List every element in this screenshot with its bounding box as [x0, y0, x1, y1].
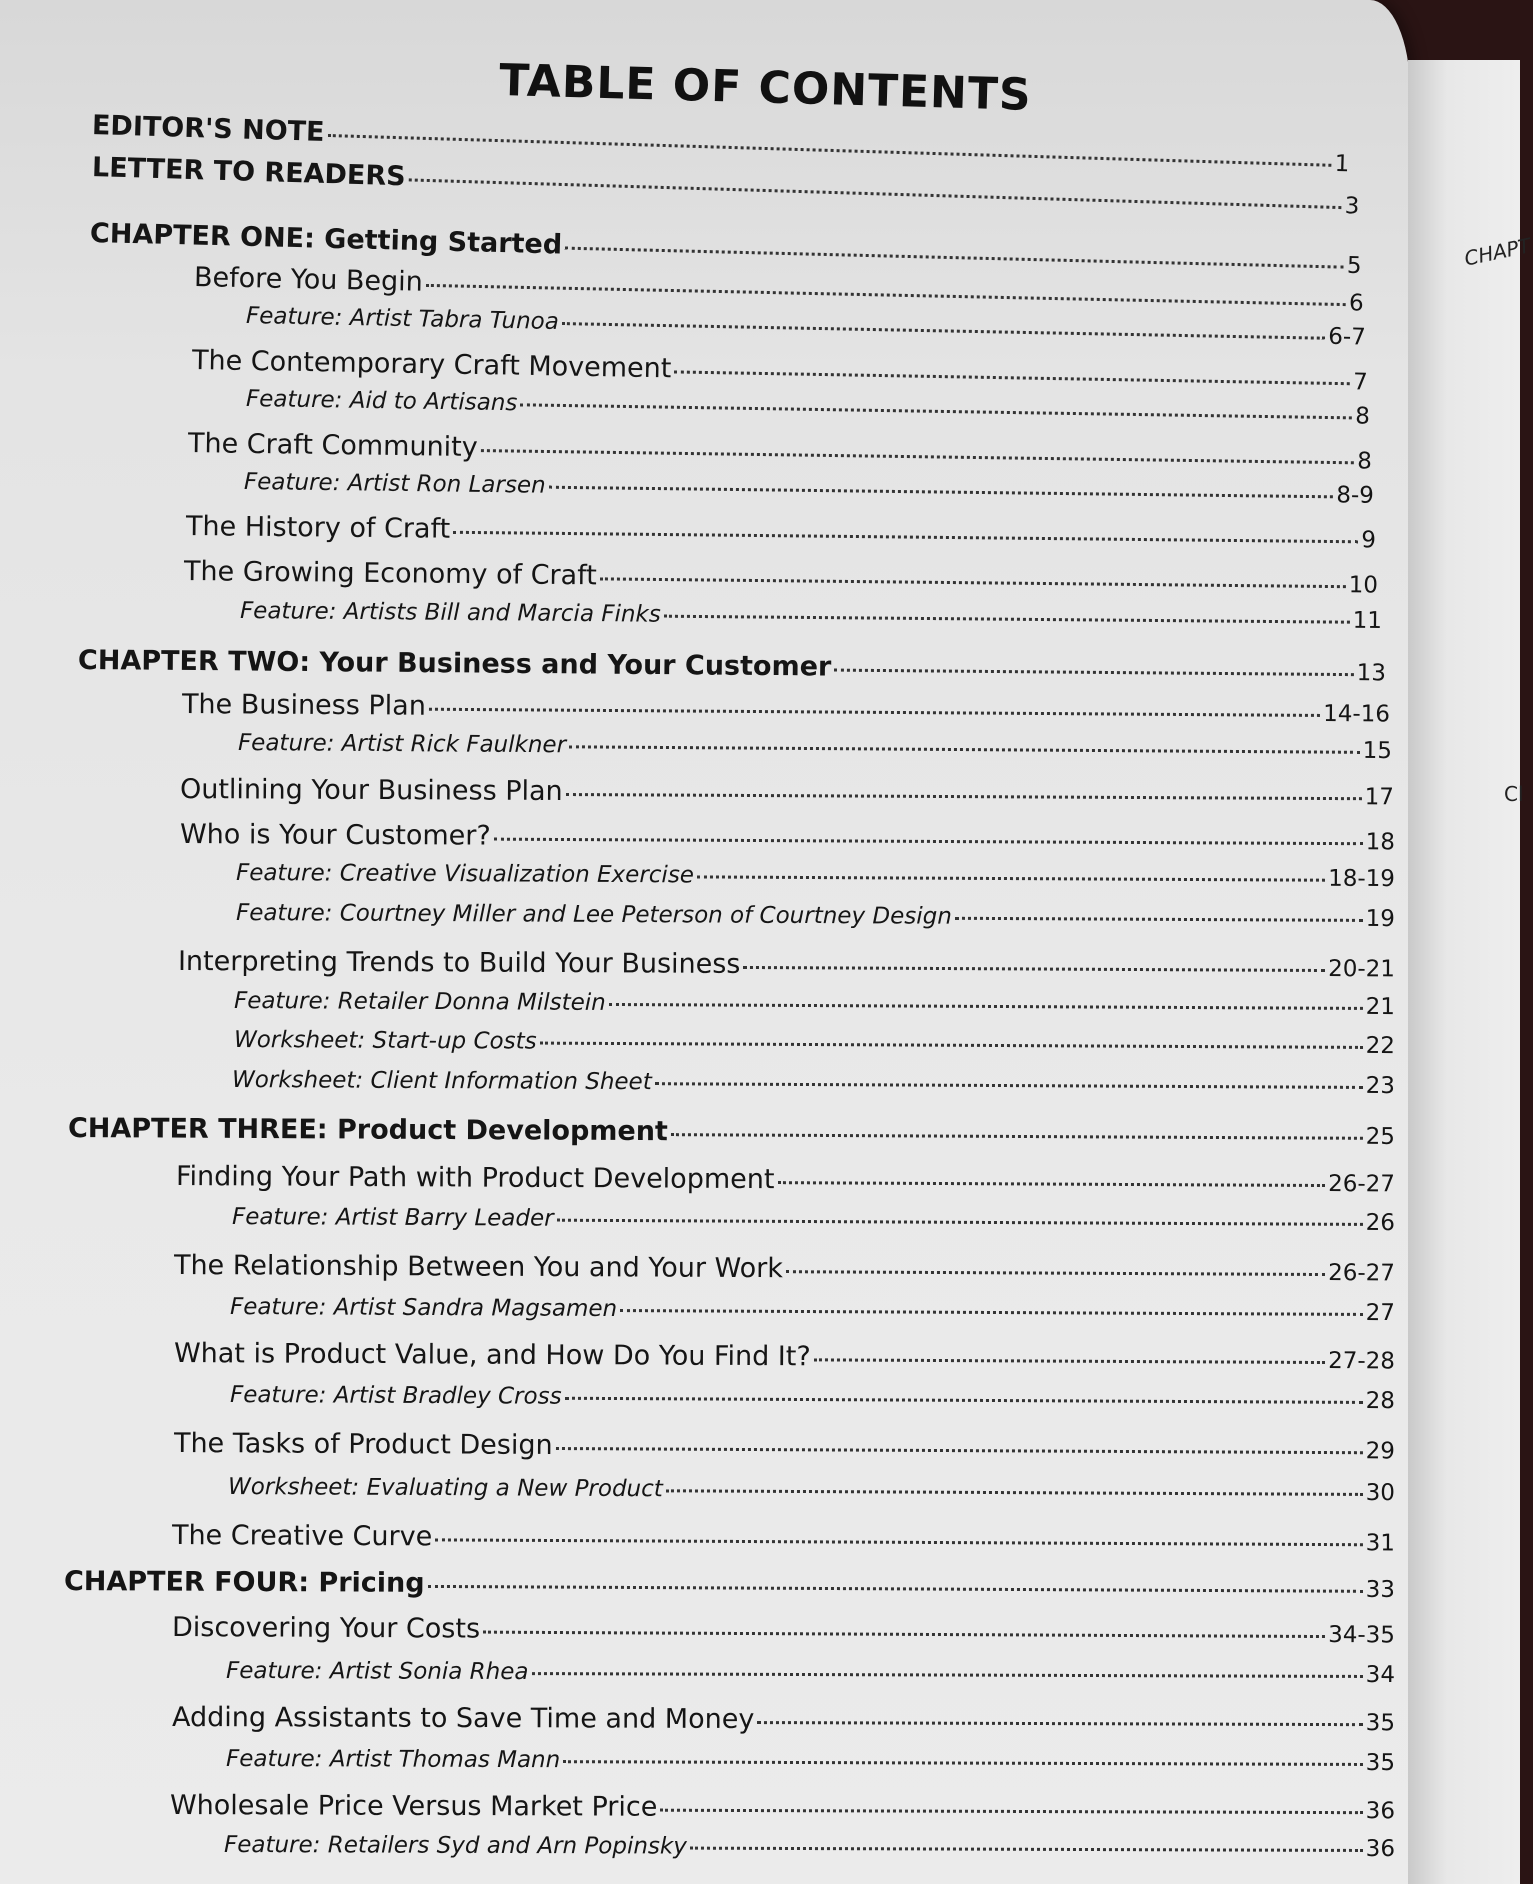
dot-leader — [569, 745, 1360, 754]
dot-leader — [757, 1721, 1362, 1726]
toc-entry — [172, 1702, 1395, 1737]
toc-entry-page: 36 — [1365, 1835, 1396, 1863]
toc-entry-page: 19 — [1365, 905, 1396, 933]
toc-entry — [170, 1790, 1395, 1825]
toc-entry-page: 35 — [1365, 1749, 1396, 1777]
toc-entry-page: 6-7 — [1327, 323, 1367, 351]
toc-entry-page: 36 — [1365, 1798, 1396, 1825]
toc-entry — [174, 1250, 1395, 1287]
toc-entry — [236, 900, 1395, 932]
toc-entry-label: Feature: Artist Thomas Mann — [225, 1746, 561, 1774]
toc-entry-label: Feature: Creative Visualization Exercise — [235, 860, 695, 889]
toc-entry-page: 34-35 — [1328, 1622, 1396, 1649]
toc-entry — [188, 428, 1372, 476]
dot-leader — [565, 1397, 1363, 1404]
toc-entry-page: 9 — [1361, 527, 1377, 554]
dot-leader — [566, 793, 1362, 800]
toc-entry-page: 1 — [1334, 150, 1350, 178]
toc-entry — [174, 1338, 1395, 1375]
toc-entry-page: 22 — [1365, 1032, 1396, 1060]
toc-entry-page: 8-9 — [1336, 482, 1375, 509]
dot-leader — [327, 134, 1331, 167]
toc-entry-page: 25 — [1365, 1123, 1396, 1150]
toc-entry — [176, 1161, 1395, 1198]
toc-entry-label: Feature: Artist Barry Leader — [231, 1204, 554, 1232]
toc-entry — [172, 1612, 1395, 1649]
toc-entry-label: Outlining Your Business Plan — [179, 774, 563, 808]
dot-leader — [666, 1489, 1363, 1496]
dot-leader — [481, 449, 1355, 464]
toc-entry-label: Who is Your Customer? — [179, 819, 491, 852]
facing-page — [1408, 60, 1533, 1884]
toc-entry-label: Feature: Retailers Syd and Arn Popinsky — [223, 1832, 687, 1860]
dot-leader — [557, 1219, 1363, 1226]
toc-entry — [236, 860, 1395, 892]
toc-entry-label: Before You Begin — [193, 262, 424, 298]
dot-leader — [743, 966, 1325, 972]
dot-leader — [609, 1003, 1363, 1010]
dot-leader — [955, 917, 1363, 922]
dot-leader — [697, 875, 1325, 881]
toc-entry-page: 15 — [1362, 737, 1393, 765]
toc-entry-label: Feature: Artist Sonia Rhea — [225, 1658, 529, 1686]
dot-leader — [435, 1538, 1362, 1546]
dot-leader — [540, 1042, 1363, 1049]
toc-entry-page: 27-28 — [1328, 1348, 1396, 1375]
toc-entry-page: 11 — [1352, 607, 1383, 634]
toc-entry — [234, 1027, 1395, 1059]
toc-entry — [238, 730, 1392, 764]
dot-leader — [565, 247, 1344, 269]
dot-leader — [562, 322, 1325, 340]
toc-entry-label: Feature: Artist Rick Faulkner — [237, 730, 567, 759]
toc-entry-label: CHAPTER TWO: Your Business and Your Customer — [77, 645, 832, 683]
toc-entry-page: 18 — [1365, 829, 1396, 856]
dot-leader — [814, 1358, 1325, 1364]
dot-leader — [520, 403, 1352, 419]
dot-leader — [786, 1270, 1325, 1276]
toc-entry-label: Feature: Artist Sandra Magsamen — [229, 1294, 618, 1323]
toc-entry — [78, 645, 1386, 687]
toc-entry-page: 18-19 — [1328, 865, 1396, 893]
dot-leader — [408, 178, 1341, 209]
toc-entry-label: What is Product Value, and How Do You Find It? — [173, 1338, 811, 1373]
toc-entry-page: 29 — [1365, 1438, 1396, 1465]
toc-entry — [230, 1382, 1395, 1414]
toc-entry-page: 23 — [1365, 1072, 1396, 1100]
toc-entry-page: 33 — [1365, 1576, 1396, 1603]
toc-entry-label: The Contemporary Craft Movement — [191, 345, 672, 385]
toc-entry-label: Feature: Aid to Artisans — [245, 386, 518, 417]
toc-entry — [64, 1566, 1395, 1604]
toc-entry-label: Worksheet: Start-up Costs — [233, 1027, 537, 1055]
dot-leader — [563, 1760, 1362, 1766]
toc-entry — [68, 1113, 1395, 1151]
toc-entry-label: Feature: Retailer Donna Milstein — [233, 988, 606, 1016]
dot-leader — [600, 577, 1346, 588]
toc-entry-label: The Creative Curve — [171, 1520, 433, 1553]
toc-entry-page: 27 — [1365, 1299, 1396, 1327]
toc-entry — [230, 1294, 1395, 1326]
toc-entry-page: 10 — [1348, 572, 1379, 599]
facing-page-fragment: CHAPT — [1462, 233, 1533, 271]
dot-leader — [453, 531, 1358, 543]
toc-entry-label: CHAPTER THREE: Product Development — [67, 1113, 668, 1148]
toc-entry — [182, 689, 1390, 728]
toc-entry-page: 5 — [1346, 252, 1362, 280]
toc-entry-label: Interpreting Trends to Build Your Business — [177, 946, 741, 980]
toc-entry-label: The Tasks of Product Design — [173, 1428, 553, 1461]
toc-entry-page: 8 — [1357, 448, 1373, 475]
dot-leader — [777, 1181, 1325, 1187]
dot-leader — [428, 1585, 1363, 1593]
toc-entry-label: LETTER TO READERS — [91, 152, 407, 193]
dot-leader — [671, 1133, 1363, 1140]
toc-entry-page: 21 — [1365, 993, 1396, 1021]
dot-leader — [664, 615, 1350, 624]
toc-entry — [224, 1832, 1395, 1862]
toc-entry-label: Feature: Artists Bill and Marcia Finks — [239, 598, 661, 628]
toc-entry-page: 30 — [1365, 1479, 1396, 1507]
toc-entry-label: Finding Your Path with Product Development — [175, 1161, 775, 1196]
toc-entry — [244, 469, 1374, 509]
dot-leader — [483, 1631, 1325, 1638]
toc-entry — [184, 556, 1378, 600]
toc-entry-page: 13 — [1356, 660, 1387, 687]
toc-entry-page: 31 — [1365, 1530, 1396, 1557]
toc-entry — [174, 1428, 1395, 1465]
toc-entry-page: 14-16 — [1323, 700, 1391, 728]
toc-entry — [228, 1474, 1395, 1506]
toc-entry-label: Feature: Artist Ron Larsen — [243, 469, 546, 499]
toc-entry — [172, 1520, 1395, 1557]
toc-entry-label: Feature: Artist Bradley Cross — [229, 1382, 562, 1410]
toc-entry-label: The Business Plan — [181, 689, 426, 722]
toc-entry — [186, 511, 1376, 554]
toc-entry-page: 3 — [1344, 193, 1360, 220]
dot-leader — [556, 1447, 1363, 1454]
toc-entry-page: 8 — [1355, 403, 1371, 430]
toc-entry — [234, 988, 1395, 1020]
toc-entry — [180, 819, 1395, 856]
toc-entry-label: The Growing Economy of Craft — [183, 556, 597, 592]
toc-entry-label: Adding Assistants to Save Time and Money — [171, 1702, 755, 1736]
toc-entry-label: EDITOR'S NOTE — [91, 110, 325, 148]
dot-leader — [531, 1672, 1362, 1678]
toc-entry — [226, 1746, 1395, 1776]
toc-entry-page: 26-27 — [1328, 1171, 1396, 1198]
dot-leader — [549, 486, 1334, 499]
toc-entry-page: 6 — [1348, 290, 1364, 317]
toc-entry — [240, 598, 1382, 634]
toc-entry-page: 34 — [1365, 1661, 1396, 1689]
toc-entry-label: Wholesale Price Versus Market Price — [169, 1790, 658, 1823]
toc-entry — [232, 1204, 1395, 1236]
toc-entry-page: 7 — [1352, 369, 1369, 396]
dot-leader — [674, 370, 1350, 385]
toc-entry-label: CHAPTER ONE: Getting Started — [89, 218, 563, 261]
toc-entry-page: 17 — [1364, 784, 1395, 811]
toc-entry-page: 35 — [1365, 1710, 1396, 1737]
dot-leader — [426, 284, 1346, 306]
toc-entry-label: The Craft Community — [187, 428, 478, 464]
toc-entry-page: 26 — [1365, 1209, 1396, 1237]
toc-entry-page: 26-27 — [1328, 1260, 1396, 1287]
toc-entry-label: CHAPTER FOUR: Pricing — [63, 1566, 425, 1599]
facing-page-fragment: Cl — [1504, 782, 1524, 806]
dot-leader — [620, 1309, 1363, 1316]
toc-entry — [178, 946, 1395, 983]
dot-leader — [429, 708, 1320, 717]
dot-leader — [690, 1847, 1363, 1852]
dot-leader — [494, 838, 1363, 846]
dot-leader — [655, 1082, 1363, 1089]
toc-entry-label: Worksheet: Client Information Sheet — [231, 1067, 652, 1096]
toc-entry — [226, 1658, 1395, 1688]
toc-entry-label: The History of Craft — [185, 511, 451, 545]
toc-entry-label: Feature: Artist Tabra Tunoa — [245, 303, 560, 336]
toc-entry — [232, 1067, 1395, 1099]
toc-entry-page: 28 — [1365, 1387, 1396, 1415]
page-title: TABLE OF CONTENTS — [498, 55, 1033, 121]
toc-entry-label: The Relationship Between You and Your Work — [173, 1250, 784, 1285]
toc-entry-label: Feature: Courtney Miller and Lee Peterson of Courtney Design — [235, 900, 952, 930]
toc-entry — [180, 774, 1394, 811]
toc-entry-page: 20-21 — [1328, 956, 1396, 983]
dot-leader — [834, 669, 1353, 677]
toc-entry-label: Worksheet: Evaluating a New Product — [227, 1474, 663, 1503]
dot-leader — [660, 1809, 1362, 1814]
toc-entry-label: Discovering Your Costs — [171, 1612, 481, 1645]
